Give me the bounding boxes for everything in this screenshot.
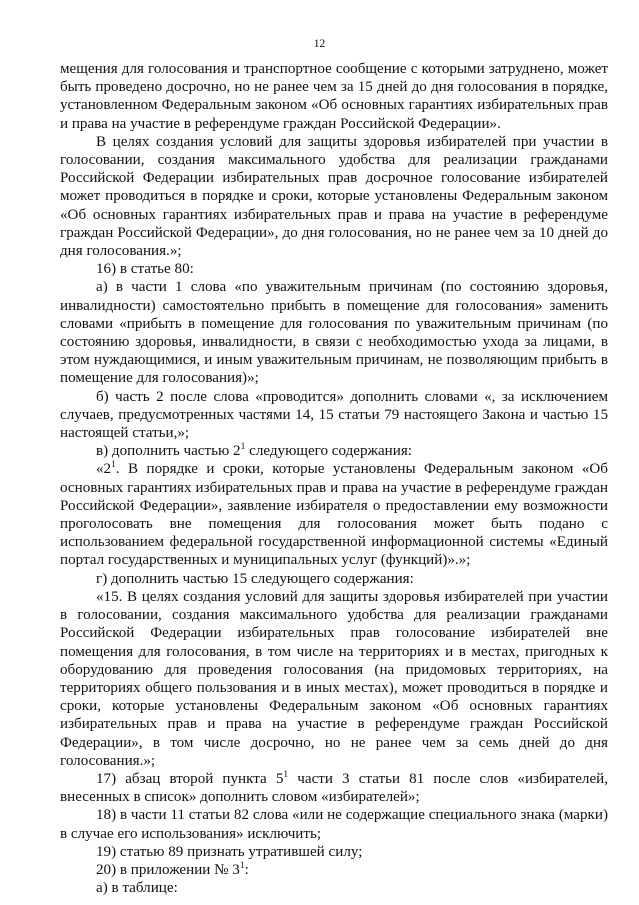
text-run: 20) в приложении № 3 [96, 861, 240, 878]
text-run: . В порядке и сроки, которые установлены Федеральным законом «Об основных гарантиях избирательных прав и права на участие в референдуме граждан Российской Федерации», заявление избирателя о предоставлении ему возможности проголосовать вне помещения для голосования может быть подано с использованием федеральной государственной информационной системы «Единый портал государственных и муниципальных услуг (функций)».»; [60, 461, 608, 569]
paragraph-p5 [60, 442, 608, 460]
paragraph-p4 [60, 388, 608, 443]
text-run: 16) в статье 80: [96, 261, 194, 278]
text-run: 17) абзац второй пункта 5 [96, 770, 284, 787]
text-run: В целях создания условий для защиты здоровья избирателей при участии в голосовании, создания максимального удобства для реализации гражданами Российской Федерации избирательных прав досрочное голосование избирателей может проводиться в порядке и сроки, которые установлены Федеральным законом «Об основных гарантиях избирательных прав и права на участие в референдуме граждан Российской Федерации», до дня голосования, но не ранее чем за 10 дней до дня голосования.»; [60, 133, 608, 260]
text-run: 19) статью 89 признать утратившей силу; [96, 843, 363, 860]
text-run: мещения для голосования и транспортное сообщение с которыми затруднено, может быть проведено досрочно, но не ранее чем за 15 дней до дня голосования в порядке, установленном Федеральным законом «Об основных гарантиях избирательных прав и права на участие в референдуме граждан Российской Федерации». [60, 61, 608, 132]
text-run: «2 [96, 461, 112, 478]
paragraph-p0 [60, 60, 608, 133]
text-run: части 3 статьи 81 после слов «избирателей, внесенных в список» дополнить словом «избирателей»; [60, 770, 609, 806]
superscript: 1 [111, 460, 116, 471]
paragraph-p12 [60, 861, 608, 879]
superscript: 1 [283, 769, 289, 780]
paragraph-p10 [60, 806, 608, 842]
paragraph-p6 [60, 460, 608, 569]
document-body [60, 60, 608, 897]
text-run: г) дополнить частью 15 следующего содержания: [96, 570, 414, 587]
text-run: 18) в части 11 статьи 82 слова «или не содержащие специального знака (марки) в случае его использования» исключить; [60, 807, 608, 842]
paragraph-p13 [60, 879, 608, 897]
superscript: 1 [240, 442, 246, 453]
paragraph-p1 [60, 133, 608, 260]
paragraph-p8 [60, 588, 608, 770]
paragraph-p2 [60, 260, 608, 278]
paragraph-p3 [60, 278, 608, 387]
text-run: : [244, 861, 249, 878]
text-run: а) в таблице: [96, 880, 178, 897]
text-run: следующего содержания: [245, 443, 412, 460]
text-run: в) дополнить частью 2 [96, 443, 241, 460]
paragraph-p7 [60, 570, 608, 588]
page-number: 12 [313, 38, 326, 50]
text-run: а) в части 1 слова «по уважительным причинам (по состоянию здоровья, инвалидности) самостоятельно прибыть в помещение для голосования» заменить словами «прибыть в помещение для голосования по уважительным причинам (по состоянию здоровья, инвалидности, в связи с необходимостью ухода за лицами, в этом нуждающимися, и иным уважительным причинам, не позволяющим прибыть в помещение для голосования)»; [60, 279, 608, 387]
paragraph-p11 [60, 843, 608, 861]
superscript: 1 [239, 860, 245, 871]
paragraph-p9 [60, 770, 608, 806]
text-run: «15. В целях создания условий для защиты здоровья избирателей при участии в голосовании, создания максимального удобства для реализации гражданами Российской Федерации избирательных прав голосование избирателей вне помещения для голосования, в том числе на территориях и в местах, пригодных к оборудованию для проведения голосования (на придомовых территориях, на территориях общего пользования и в иных местах), может проводиться в порядке и сроки, которые установлены Федеральным законом «Об основных гарантиях избирательных прав и права на участие в референдуме граждан Российской Федерации», в том числе досрочно, но не ранее чем за семь дней до дня голосования.»; [60, 588, 608, 769]
text-run: б) часть 2 после слова «проводится» дополнить словами «, за исключением случаев, предусмотренных частями 14, 15 статьи 79 настоящего Закона и частью 15 настоящей статьи,»; [60, 388, 608, 442]
